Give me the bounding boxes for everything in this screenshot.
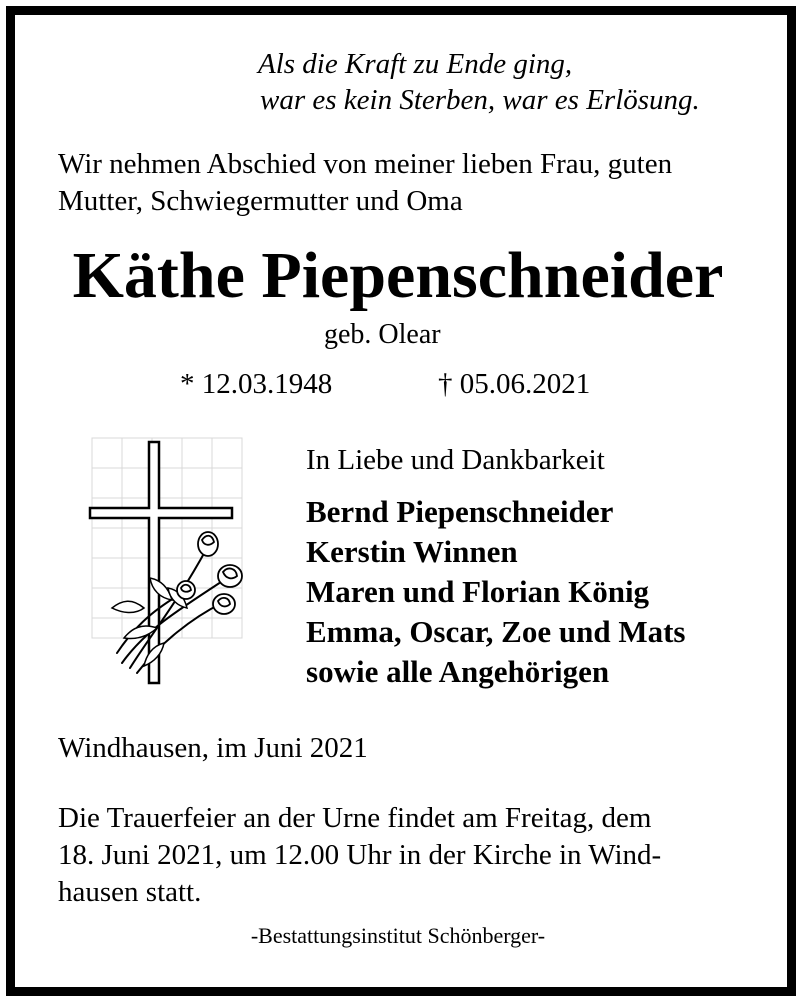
cross-with-roses-icon: [82, 418, 252, 688]
list-item: Bernd Piepenschneider: [306, 494, 614, 529]
funeral-ceremony-notice: [58, 800, 661, 911]
funeral-home-credit: -Bestattungsinstitut Schönberger-: [250, 923, 546, 948]
ceremony-line-1: Die Trauerfeier an der Urne findet am Freitag, dem: [58, 802, 652, 834]
deceased-name: Käthe Piepenschneider: [72, 239, 724, 312]
list-item: Kerstin Winnen: [306, 534, 518, 569]
motto-quote: [258, 46, 700, 118]
list-item: Maren und Florian König: [306, 574, 650, 609]
ceremony-line-3: hausen statt.: [58, 876, 202, 908]
motto-line-1: Als die Kraft zu Ende ging,: [258, 48, 573, 80]
mourners-list: [306, 492, 685, 692]
birth-date: * 12.03.1948: [180, 368, 333, 400]
love-and-gratitude-line: In Liebe und Dankbarkeit: [306, 444, 605, 476]
ceremony-line-2: 18. Juni 2021, um 12.00 Uhr in der Kirche in Wind-: [58, 839, 662, 871]
list-item: sowie alle Angehörigen: [306, 654, 610, 689]
place-and-date: Windhausen, im Juni 2021: [58, 732, 368, 764]
death-date: † 05.06.2021: [438, 368, 591, 400]
list-item: Emma, Oscar, Zoe und Mats: [306, 614, 686, 649]
intro-line-1: Wir nehmen Abschied von meiner lieben Frau, guten: [58, 148, 673, 180]
motto-line-2: war es kein Sterben, war es Erlösung.: [260, 84, 700, 116]
maiden-name: geb. Olear: [324, 319, 441, 350]
intro-line-2: Mutter, Schwiegermutter und Oma: [58, 185, 463, 217]
farewell-intro: [58, 146, 672, 220]
